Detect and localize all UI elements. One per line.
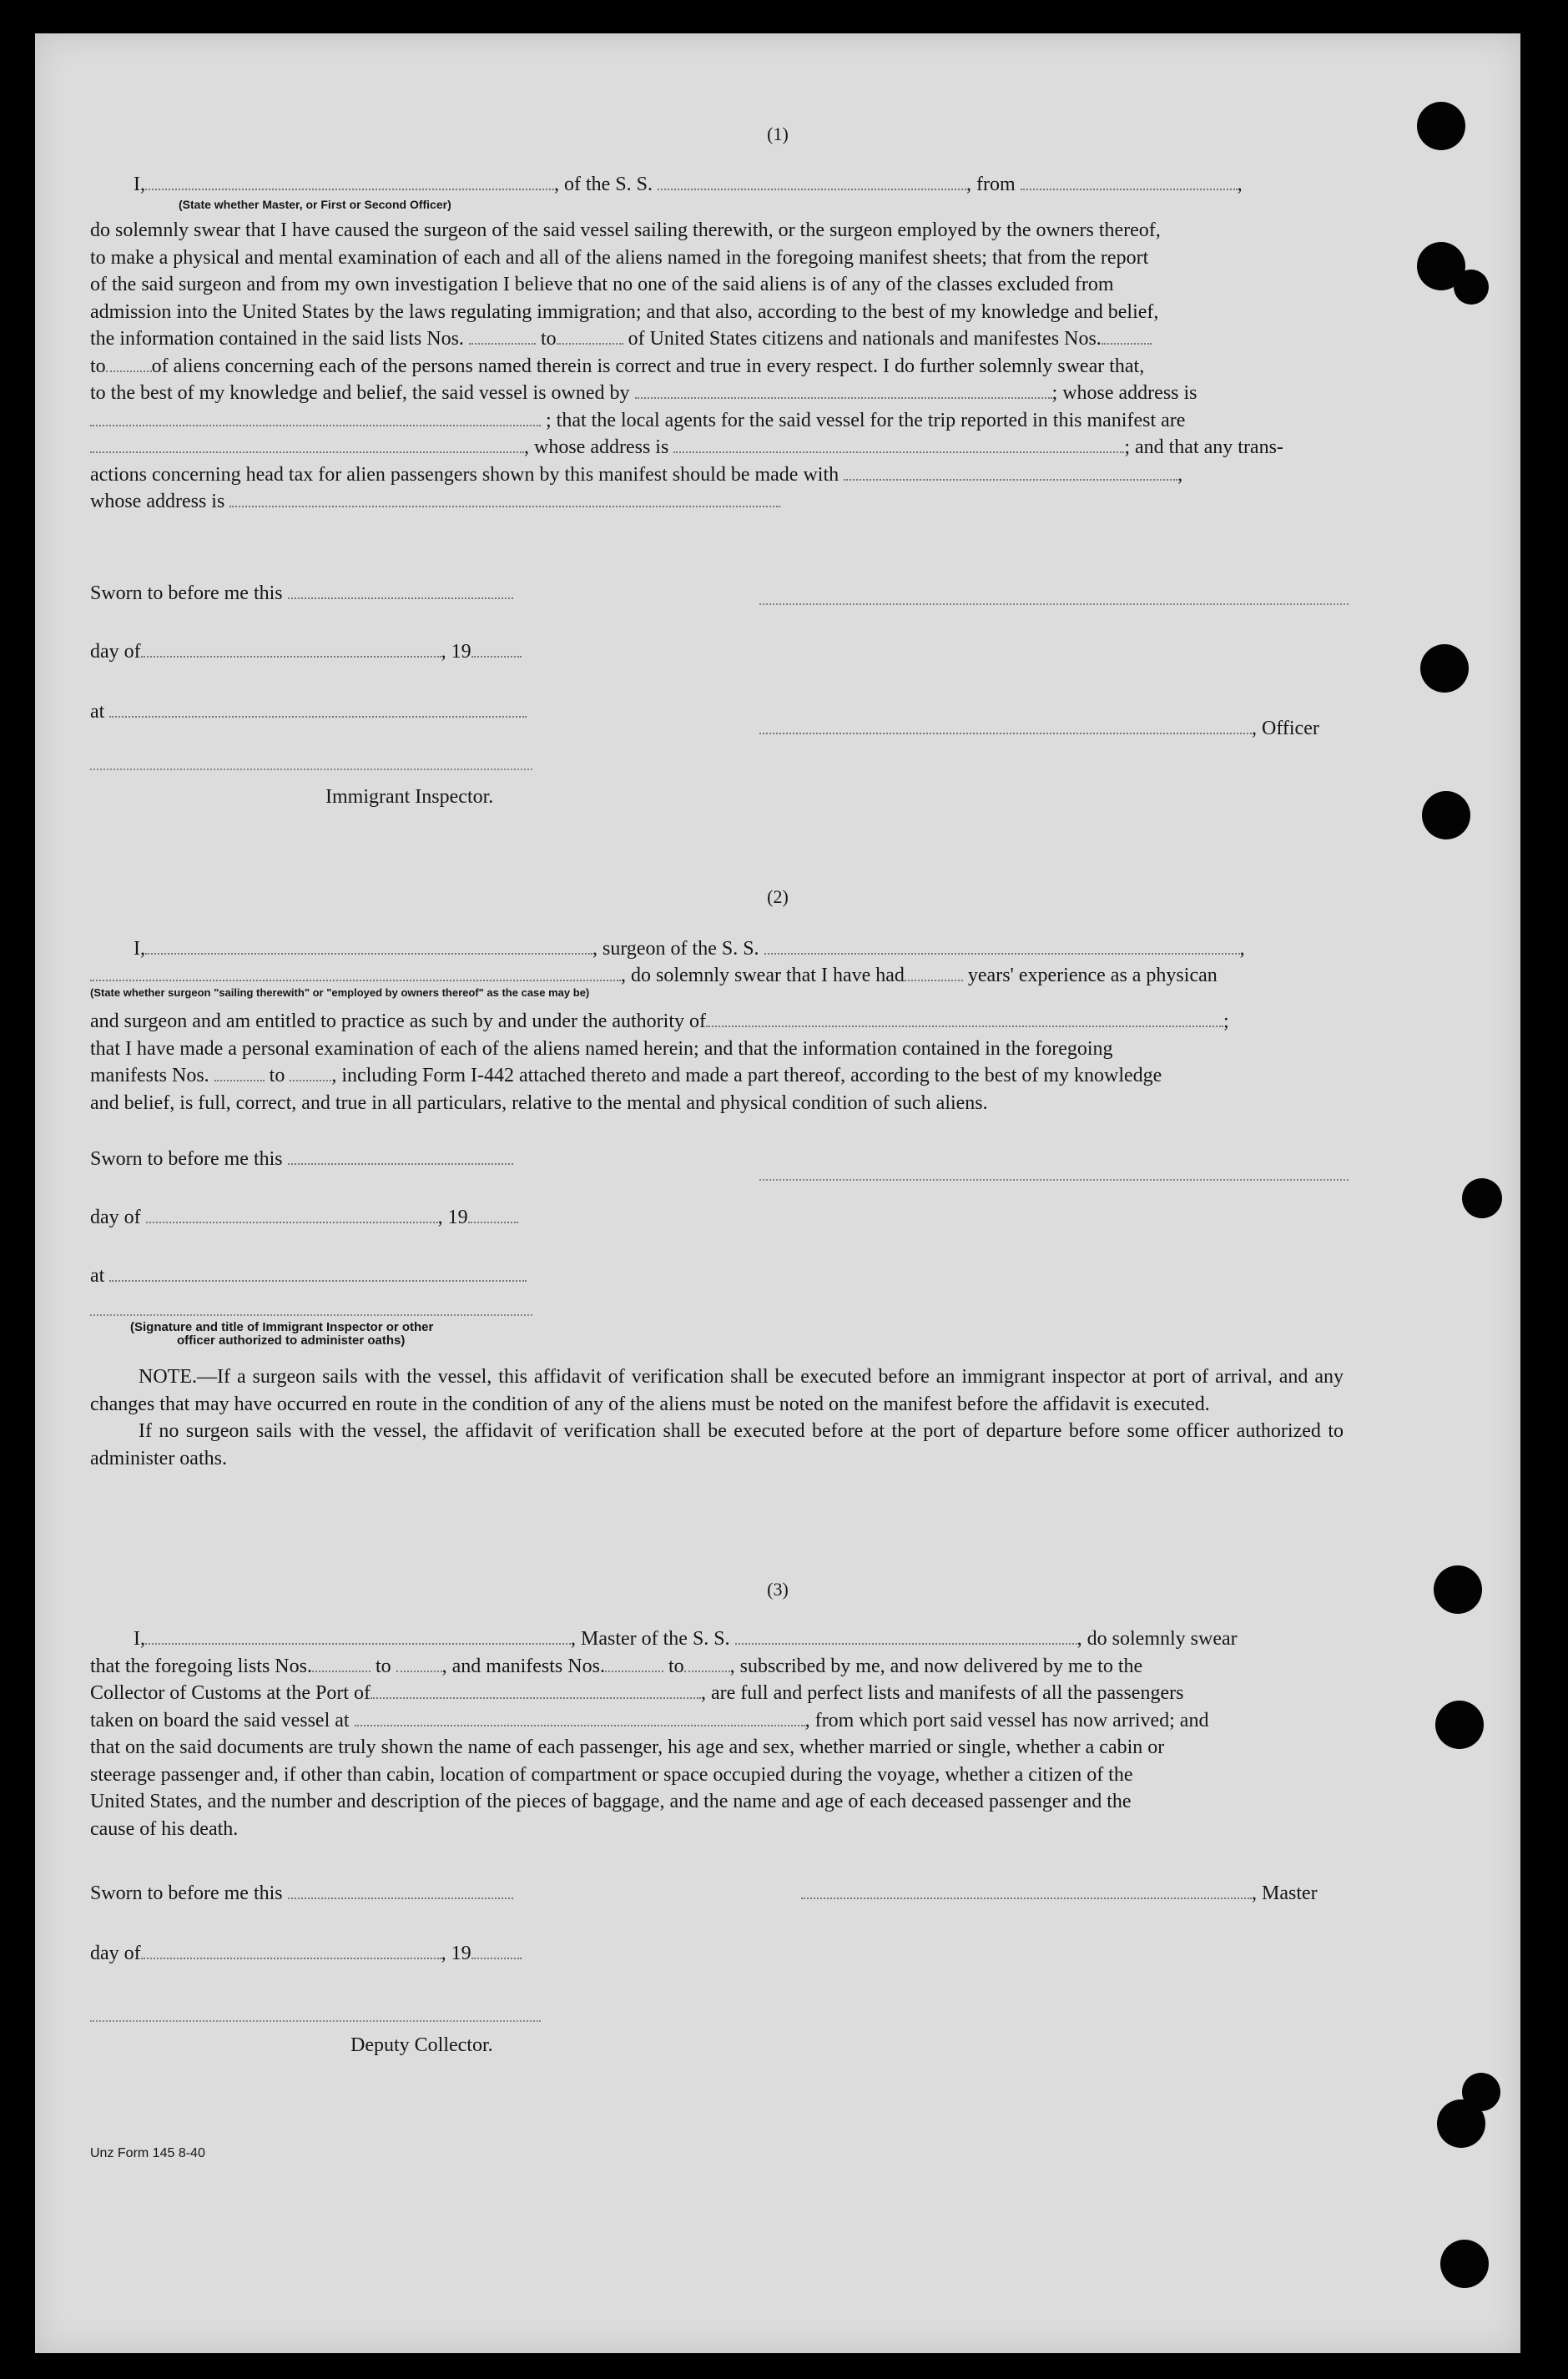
- lists-from-field[interactable]: [312, 1670, 371, 1672]
- surgeon-status-field[interactable]: [90, 979, 621, 981]
- text: , do solemnly swear: [1076, 1628, 1238, 1650]
- text: at: [90, 1265, 105, 1287]
- owner-address-field[interactable]: [90, 424, 541, 426]
- text: Sworn to before me this: [90, 1148, 283, 1170]
- text: , surgeon of the S. S.: [592, 938, 759, 960]
- body-line: [90, 325, 1344, 353]
- sworn-date-field[interactable]: [288, 1897, 513, 1899]
- text: Sworn to before me this: [90, 1883, 283, 1904]
- manifest-affidavit-page: [35, 33, 1520, 2353]
- text: actions concerning head tax for alien passengers shown by this manifest should be made with: [90, 463, 839, 486]
- text: ; and that any trans-: [1124, 436, 1283, 458]
- agents-field[interactable]: [90, 451, 524, 453]
- field-sublabel: (State whether Master, or First or Second Officer): [179, 198, 451, 211]
- text: and surgeon and am entitled to practice as such by and under the authority of: [90, 1011, 706, 1032]
- text: to: [375, 1655, 391, 1677]
- body-line: of the said surgeon and from my own investigation I believe that no one of the said aliens is of any of the classes excluded from: [90, 274, 1114, 295]
- body-line: cause of his death.: [90, 1817, 239, 1840]
- signature-line[interactable]: [759, 1178, 1349, 1181]
- body-line: [90, 353, 1344, 381]
- ship-name-field[interactable]: [735, 1642, 1077, 1645]
- text: , 19: [437, 1207, 468, 1228]
- place-field[interactable]: [109, 715, 527, 718]
- lists-from-field[interactable]: [469, 342, 536, 345]
- body-line: [90, 407, 1344, 435]
- manifests-from-field[interactable]: [1102, 342, 1152, 345]
- binder-hole: [1462, 2073, 1500, 2111]
- text: ; that the local agents for the said vessel for the trip reported in this manifest are: [546, 409, 1186, 431]
- embark-port-field[interactable]: [355, 1724, 805, 1726]
- section3-body: [90, 1625, 1349, 1842]
- master-signature-field[interactable]: [801, 1897, 1252, 1899]
- years-field[interactable]: [905, 979, 963, 981]
- day-field[interactable]: [141, 655, 441, 658]
- manifest-to-field[interactable]: [290, 1079, 331, 1081]
- deputy-signature-line[interactable]: [90, 2019, 541, 2022]
- body-line: [90, 1062, 1344, 1090]
- sworn-line: [90, 581, 513, 606]
- text: to: [90, 355, 106, 377]
- note-paragraph: NOTE.—If a surgeon sails with the vessel, this affidavit of verification shall be executed before an immigrant inspector at port of arrival, and any changes that may have occurred en route in the condition of any of the aliens must be noted on the manifest before the affidavit is executed.: [90, 1366, 1344, 1415]
- text: , Master of the S. S.: [571, 1628, 730, 1650]
- manifests-from-field[interactable]: [605, 1670, 663, 1672]
- label: , from: [966, 174, 1016, 195]
- punct: ,: [1239, 938, 1245, 960]
- text: manifests Nos.: [90, 1065, 209, 1086]
- section-number: (1): [767, 123, 789, 144]
- binder-hole: [1462, 1178, 1502, 1218]
- binder-hole: [1435, 1701, 1484, 1749]
- text: to the best of my knowledge and belief, the said vessel is owned by: [90, 382, 630, 404]
- text: that the foregoing lists Nos.: [90, 1655, 312, 1677]
- text: taken on board the said vessel at: [90, 1709, 350, 1731]
- day-line: [90, 1941, 522, 1966]
- text: ; whose address is: [1051, 382, 1197, 404]
- text: , and manifests Nos.: [441, 1655, 605, 1677]
- signature-sublabel: (Signature and title of Immigrant Inspector or other: [130, 1320, 434, 1334]
- sworn-line: [90, 1147, 513, 1172]
- year-field[interactable]: [468, 1221, 518, 1223]
- text: years' experience as a physican: [967, 965, 1218, 986]
- text: , Officer: [1252, 718, 1319, 739]
- lists-to-field[interactable]: [557, 342, 623, 345]
- at-line: [90, 699, 527, 724]
- punct: ;: [1223, 1011, 1229, 1032]
- body-line: do solemnly swear that I have caused the surgeon of the said vessel sailing therewith, or the surgeon employed by the owners thereof,: [90, 219, 1161, 241]
- text: the information contained in the said lists Nos.: [90, 328, 464, 350]
- body-line: to make a physical and mental examination of each and all of the aliens named in the foregoing manifest sheets; that from the report: [90, 246, 1149, 269]
- year-field[interactable]: [471, 655, 522, 658]
- binder-hole: [1420, 644, 1469, 693]
- text: , including Form I-442 attached thereto and made a part thereof, according to the best of my knowledge: [331, 1065, 1162, 1086]
- officer-line: [759, 716, 1319, 741]
- authority-field[interactable]: [706, 1025, 1223, 1027]
- text: ,: [1177, 463, 1183, 486]
- text: , 19: [441, 1943, 471, 1964]
- owner-field[interactable]: [635, 396, 1052, 399]
- text: of aliens concerning each of the persons named therein is correct and true in every respect. I do further solemnly swear that,: [151, 355, 1145, 377]
- text: I,: [134, 938, 145, 960]
- text: I,: [134, 1628, 145, 1650]
- body-line: [90, 434, 1344, 461]
- master-signature-line: [801, 1881, 1318, 1906]
- binder-hole: [1454, 270, 1489, 305]
- text: , whose address is: [524, 436, 669, 458]
- body-line: [90, 380, 1344, 407]
- manifests-to-field[interactable]: [106, 370, 152, 372]
- binder-hole: [1422, 791, 1470, 839]
- body-line: [90, 1625, 1349, 1653]
- text: to: [269, 1065, 285, 1086]
- day-field[interactable]: [146, 1221, 438, 1223]
- text: at: [90, 701, 105, 723]
- agents-address-field[interactable]: [673, 451, 1124, 453]
- body-line: and belief, is full, correct, and true in all particulars, relative to the mental and physical condition of such aliens.: [90, 1091, 988, 1114]
- master-name-field[interactable]: [145, 1642, 571, 1645]
- body-line: [90, 461, 1344, 489]
- at-line: [90, 1263, 527, 1288]
- body-line: [90, 488, 1344, 516]
- ship-name-field[interactable]: [764, 952, 1240, 955]
- manifests-to-field[interactable]: [684, 1670, 730, 1672]
- body-line: [90, 1653, 1349, 1681]
- day-field[interactable]: [141, 1957, 441, 1959]
- form-number: Unz Form 145 8-40: [90, 2146, 205, 2160]
- inspector-label: Immigrant Inspector.: [325, 786, 494, 808]
- body-line: [90, 1680, 1349, 1707]
- text: , subscribed by me, and now delivered by me to the: [729, 1655, 1143, 1677]
- text: , Master: [1252, 1883, 1318, 1904]
- note-paragraph: If no surgeon sails with the vessel, the affidavit of verification shall be executed before at the port of departure before some officer authorized to administer oaths.: [90, 1420, 1344, 1469]
- from-port-field[interactable]: [1021, 188, 1238, 190]
- inspector-signature-line[interactable]: [90, 768, 532, 770]
- surgeon-intro: [134, 936, 1245, 961]
- body-line: United States, and the number and description of the pieces of baggage, and the name and age of each deceased passenger and the: [90, 1791, 1132, 1812]
- text: day of: [90, 1943, 141, 1964]
- text: Collector of Customs at the Port of: [90, 1682, 371, 1704]
- head-tax-field[interactable]: [844, 478, 1177, 481]
- ship-name-field[interactable]: [658, 188, 966, 190]
- text: , from which port said vessel has now arrived; and: [804, 1709, 1209, 1731]
- intro-text: I,: [134, 174, 145, 195]
- body-line: admission into the United States by the laws regulating immigration; and that also, according to the best of my knowledge and belief,: [90, 300, 1159, 323]
- surgeon-swear-line: [90, 963, 1218, 988]
- signature-line[interactable]: [759, 602, 1349, 605]
- section2-body: [90, 1008, 1344, 1116]
- body-line: that I have made a personal examination of each of the aliens named herein; and that the information contained in the foregoing: [90, 1037, 1113, 1060]
- text: day of: [90, 1207, 141, 1228]
- label: , of the S. S.: [554, 174, 653, 195]
- text: to: [540, 328, 557, 350]
- text: whose address is: [90, 491, 225, 512]
- manifest-from-field[interactable]: [214, 1079, 265, 1081]
- signature-sublabel: officer authorized to administer oaths): [177, 1333, 406, 1348]
- field-sublabel: (State whether surgeon "sailing therewith" or "employed by owners thereof" as the case may be): [90, 986, 590, 999]
- note-block: [90, 1363, 1344, 1472]
- officer-name-field[interactable]: [145, 188, 554, 190]
- body-line: steerage passenger and, if other than cabin, location of compartment or space occupied during the voyage, whether a citizen of the: [90, 1763, 1133, 1786]
- deputy-label: Deputy Collector.: [350, 2034, 493, 2056]
- day-line: [90, 1205, 518, 1230]
- intro-line: [134, 172, 1243, 197]
- section-number: (2): [767, 886, 789, 907]
- inspector-signature-line[interactable]: [90, 1313, 532, 1316]
- head-tax-address-field[interactable]: [229, 505, 780, 507]
- port-field[interactable]: [371, 1696, 701, 1699]
- binder-hole: [1440, 2240, 1489, 2288]
- text: to: [668, 1655, 684, 1677]
- text: , are full and perfect lists and manifests of all the passengers: [700, 1682, 1184, 1704]
- punct: ,: [1237, 174, 1243, 195]
- lists-to-field[interactable]: [396, 1670, 442, 1672]
- text: of United States citizens and nationals and manifestes Nos.: [628, 328, 1102, 350]
- year-field[interactable]: [471, 1957, 522, 1959]
- body-line: that on the said documents are truly shown the name of each passenger, his age and sex, whether married or single, whether a cabin or: [90, 1736, 1165, 1758]
- sworn-line: [90, 1881, 513, 1906]
- sworn-date-field[interactable]: [288, 597, 513, 599]
- surgeon-name-field[interactable]: [145, 952, 592, 955]
- place-field[interactable]: [109, 1279, 527, 1282]
- sworn-date-field[interactable]: [288, 1162, 513, 1165]
- section-number: (3): [767, 1579, 789, 1600]
- body-line: [90, 1707, 1349, 1735]
- text: day of: [90, 641, 141, 663]
- text: Sworn to before me this: [90, 582, 283, 604]
- text: , do solemnly swear that I have had: [621, 965, 905, 986]
- body-line: [90, 1008, 1344, 1036]
- section1-body: [90, 217, 1344, 516]
- day-line: [90, 639, 522, 664]
- officer-signature-field[interactable]: [759, 732, 1252, 734]
- text: , 19: [441, 641, 471, 663]
